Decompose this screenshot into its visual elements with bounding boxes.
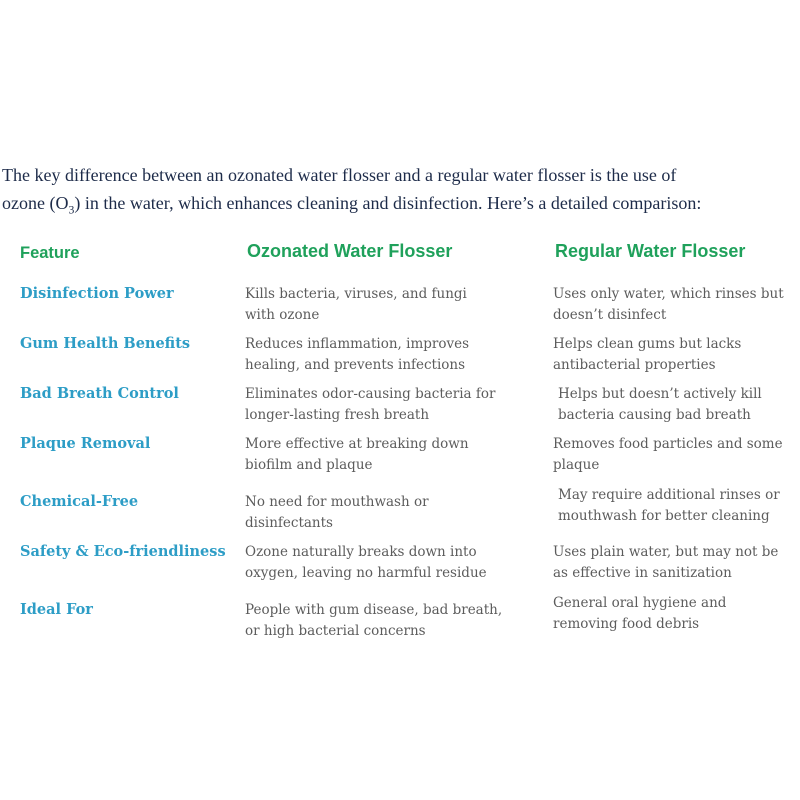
cell-line: antibacterial properties	[553, 357, 716, 373]
ozonated-cell	[245, 284, 553, 326]
cell-line: Uses only water, which rinses but	[553, 286, 784, 302]
cell-line: No need for mouthwash or	[245, 494, 429, 510]
cell-line: May require additional rinses or	[558, 487, 780, 503]
regular-cell	[553, 284, 790, 326]
cell-line: People with gum disease, bad breath,	[245, 602, 503, 618]
table-row	[20, 595, 792, 642]
cell-line: biofilm and plaque	[245, 457, 373, 473]
table-row	[20, 434, 792, 476]
cell-line: longer-lasting fresh breath	[245, 407, 430, 423]
regular-cell	[553, 593, 790, 635]
intro-line-2	[2, 189, 798, 225]
intro-paragraph	[2, 161, 798, 225]
cell-line: as effective in sanitization	[553, 565, 732, 581]
table-row	[20, 487, 792, 534]
cell-line: Eliminates odor-causing bacteria for	[245, 386, 496, 402]
cell-line: General oral hygiene and	[553, 595, 727, 611]
regular-column-header: Regular Water Flosser	[555, 241, 746, 261]
regular-cell	[553, 384, 790, 426]
cell-line: mouthwash for better cleaning	[558, 508, 770, 524]
table-row	[20, 284, 792, 326]
cell-line: with ozone	[245, 307, 320, 323]
feature-label: Plaque Removal	[20, 435, 151, 452]
feature-label: Chemical-Free	[20, 493, 139, 510]
table-row	[20, 334, 792, 376]
cell-line: Uses plain water, but may not be	[553, 544, 779, 560]
feature-column-header: Feature	[20, 244, 80, 262]
cell-line: removing food debris	[553, 616, 700, 632]
cell-line: or high bacterial concerns	[245, 623, 426, 639]
ozonated-cell	[245, 334, 553, 376]
ozonated-cell	[245, 542, 553, 584]
cell-line: Removes food particles and some	[553, 436, 783, 452]
cell-line: Ozone naturally breaks down into	[245, 544, 477, 560]
regular-cell	[553, 334, 790, 376]
cell-line: doesn’t disinfect	[553, 307, 667, 323]
comparison-table	[20, 241, 792, 650]
feature-label: Ideal For	[20, 601, 93, 618]
ozone-subscript: 3	[68, 203, 75, 217]
cell-line: disinfectants	[245, 515, 333, 531]
table-row	[20, 542, 792, 584]
regular-cell	[553, 542, 790, 584]
feature-label: Disinfection Power	[20, 285, 174, 302]
cell-line: bacteria causing bad breath	[558, 407, 751, 423]
cell-line: Reduces inflammation, improves	[245, 336, 470, 352]
table-row	[20, 384, 792, 426]
cell-line: Helps but doesn’t actively kill	[558, 386, 762, 402]
cell-line: Helps clean gums but lacks	[553, 336, 742, 352]
cell-line: More effective at breaking down	[245, 436, 469, 452]
intro-line2-post: ) in the water, which enhances cleaning and disinfection. Here’s a detailed comparison:	[74, 193, 702, 213]
intro-line-1: The key difference between an ozonated water flosser and a regular water flosser is the use of	[2, 165, 677, 185]
table-header-row	[20, 241, 792, 263]
cell-line: Kills bacteria, viruses, and fungi	[245, 286, 467, 302]
ozonated-cell	[245, 384, 553, 426]
cell-line: healing, and prevents infections	[245, 357, 466, 373]
feature-label: Gum Health Benefits	[20, 335, 191, 352]
intro-line2-pre: ozone (O	[2, 193, 69, 213]
regular-cell	[553, 434, 790, 476]
ozonated-cell	[245, 600, 553, 642]
ozonated-column-header: Ozonated Water Flosser	[247, 241, 453, 261]
cell-line: plaque	[553, 457, 600, 473]
cell-line: oxygen, leaving no harmful residue	[245, 565, 487, 581]
ozonated-cell	[245, 492, 553, 534]
ozonated-cell	[245, 434, 553, 476]
regular-cell	[553, 485, 790, 527]
feature-label: Safety & Eco-friendliness	[20, 543, 226, 560]
feature-label: Bad Breath Control	[20, 385, 179, 402]
